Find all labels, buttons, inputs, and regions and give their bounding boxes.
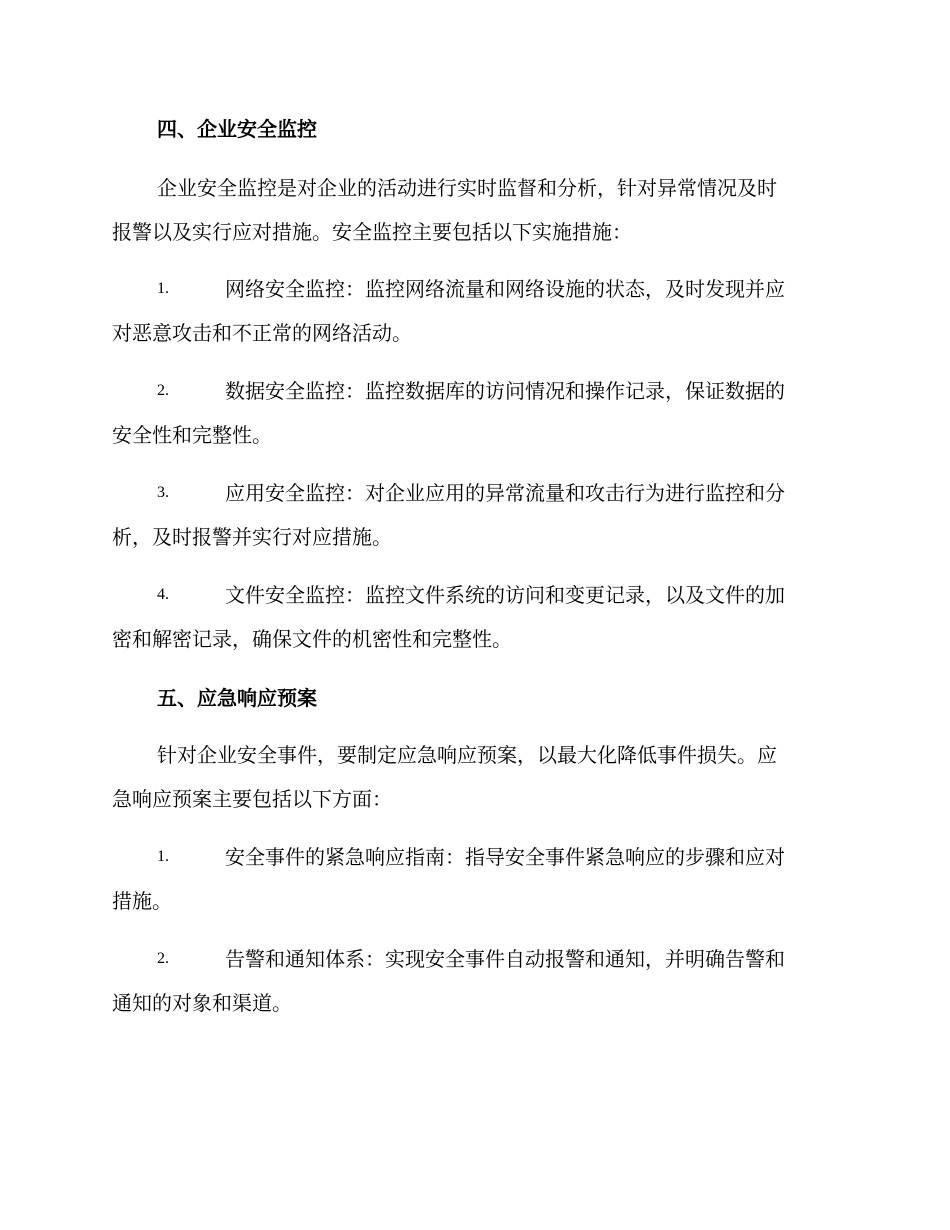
list-number: 1. (157, 848, 169, 865)
list-item-line: 数据安全监控：监控数据库的访问情况和操作记录，保证数据的 (225, 379, 785, 403)
list-item-line: 网络安全监控：监控网络流量和网络设施的状态，及时发现并应 (225, 277, 785, 301)
list-item-line: 文件安全监控：监控文件系统的访问和变更记录，以及文件的加 (225, 583, 785, 607)
paragraph-line: 企业安全监控是对企业的活动进行实时监督和分析，针对异常情况及时 (157, 176, 777, 200)
paragraph-line: 报警以及实行应对措施。安全监控主要包括以下实施措施： (112, 220, 632, 244)
list-item-line: 密和解密记录，确保文件的机密性和完整性。 (112, 627, 512, 651)
list-item-line: 应用安全监控：对企业应用的异常流量和攻击行为进行监控和分 (225, 481, 785, 505)
list-number: 1. (157, 280, 169, 297)
list-item-line: 措施。 (112, 889, 172, 913)
list-number: 2. (157, 382, 169, 399)
section-heading: 五、应急响应预案 (157, 686, 317, 710)
list-number: 4. (157, 586, 169, 603)
list-number: 2. (157, 950, 169, 967)
list-item-line: 安全事件的紧急响应指南：指导安全事件紧急响应的步骤和应对 (225, 845, 785, 869)
list-number: 3. (157, 484, 169, 501)
list-item-line: 析，及时报警并实行对应措施。 (112, 525, 392, 549)
list-item-line: 通知的对象和渠道。 (112, 991, 292, 1015)
paragraph-line: 急响应预案主要包括以下方面： (112, 787, 392, 811)
list-item-line: 安全性和完整性。 (112, 423, 272, 447)
list-item-line: 对恶意攻击和不正常的网络活动。 (112, 321, 412, 345)
section-heading: 四、企业安全监控 (157, 117, 317, 141)
paragraph-line: 针对企业安全事件，要制定应急响应预案，以最大化降低事件损失。应 (157, 743, 777, 767)
list-item-line: 告警和通知体系：实现安全事件自动报警和通知，并明确告警和 (225, 947, 785, 971)
